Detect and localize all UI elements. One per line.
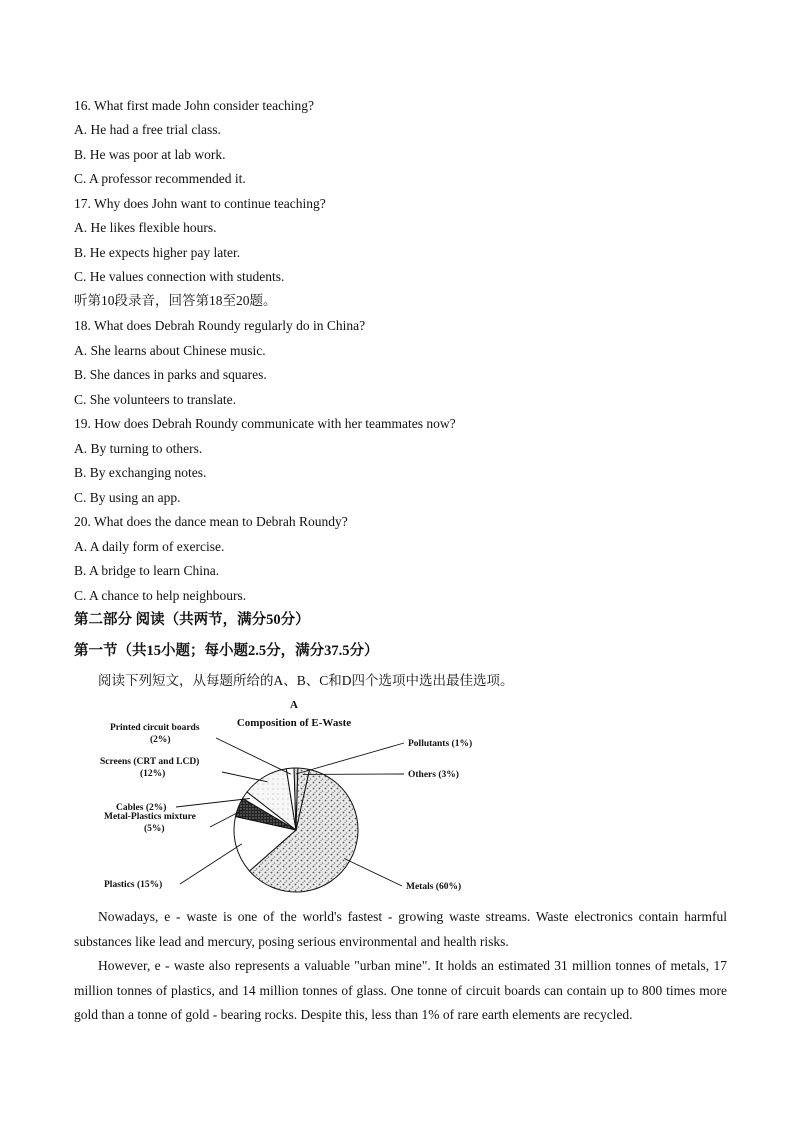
question-17: 17. Why does John want to continue teaching? [74,196,326,211]
slice-label-screens-line-1: Screens (CRT and LCD) [100,757,200,767]
slice-label-cables [116,802,166,813]
option-20-b: B. A bridge to learn China. [74,563,220,578]
slice-label-plastics [104,879,162,890]
passage-letter: A [290,699,298,711]
option-17-a: A. He likes flexible hours. [74,220,217,235]
option-18-c: C. She volunteers to translate. [74,392,236,407]
question-20: 20. What does the dance mean to Debrah Roundy? [74,514,348,529]
instruction: 阅读下列短文，从每题所给的A、B、C和D四个选项中选出最佳选项。 [98,673,514,688]
option-16-c: C. A professor recommended it. [74,171,246,186]
slice-label-mixture [104,812,196,834]
slice-label-mixture-line-1: Metal-Plastics mixture [104,812,196,822]
passage-paragraph-2: However, e - waste also represents a valuable "urban mine". It holds an estimated 31 million tonnes of metals, 17 million tonnes of plastics, and 14 million tonnes of glass. One tonne of circuit boards can contain up to 800 times more gold than a tonne of gold - bearing rocks. Despite this, less than 1% of rare earth elements are recycled. [74,958,727,1022]
leader-line-pcb [216,738,291,774]
leader-line-metals [344,859,402,887]
option-18-b: B. She dances in parks and squares. [74,367,267,382]
leader-line-pollutants [296,743,404,774]
chart-title: Composition of E-Waste [236,717,352,729]
option-19-a: A. By turning to others. [74,441,203,456]
option-20-a: A. A daily form of exercise. [74,539,225,554]
option-16-b: B. He was poor at lab work. [74,147,226,162]
option-18-a: A. She learns about Chinese music. [74,343,266,358]
slice-label-pollutants-line-1: Pollutants (1%) [408,739,473,749]
leader-line-screens [222,772,268,782]
slice-label-plastics-line-1: Plastics (15%) [104,880,163,890]
option-17-b: B. He expects higher pay later. [74,245,241,260]
slice-label-screens [100,756,199,779]
slice-label-pcb-line-1: Printed circuit boards [110,723,200,733]
option-19-c: C. By using an app. [74,490,181,505]
question-16: 16. What first made John consider teaching? [74,98,315,113]
e-waste-chart [96,697,496,897]
option-16-a: A. He had a free trial class. [74,122,221,137]
slice-label-mixture-line-2: (5%) [144,824,165,834]
pie-chart-svg [96,697,496,897]
question-18: 18. What does Debrah Roundy regularly do in China? [74,318,366,333]
slice-label-cables-line-1: Cables (2%) [116,803,167,813]
slice-label-pcb [110,723,200,745]
slice-label-metals [406,881,461,892]
slice-label-others [408,769,459,780]
listening-note: 听第10段录音，回答第18至20题。 [74,293,277,308]
question-19: 19. How does Debrah Roundy communicate with her teammates now? [74,416,456,431]
option-20-c: C. A chance to help neighbours. [74,588,247,603]
slice-label-metals-line-1: Metals (60%) [406,882,462,892]
slice-label-screens-line-2: (12%) [140,769,166,779]
passage-paragraph-1: Nowadays, e - waste is one of the world's fastest - growing waste streams. Waste electronics contain harmful substances like lead and mercury, posing serious environmental and health risks. [74,909,727,949]
slice-label-pollutants [408,738,472,749]
option-19-b: B. By exchanging notes. [74,465,207,480]
part-heading: 第二部分 阅读（共两节，满分50分） [74,612,310,628]
slice-label-others-line-1: Others (3%) [408,770,459,780]
leader-line-plastics [180,844,242,884]
option-17-c: C. He values connection with students. [74,269,285,284]
slice-label-pcb-line-2: (2%) [150,735,171,745]
sub-heading: 第一节（共15小题；每小题2.5分，满分37.5分） [74,643,379,659]
